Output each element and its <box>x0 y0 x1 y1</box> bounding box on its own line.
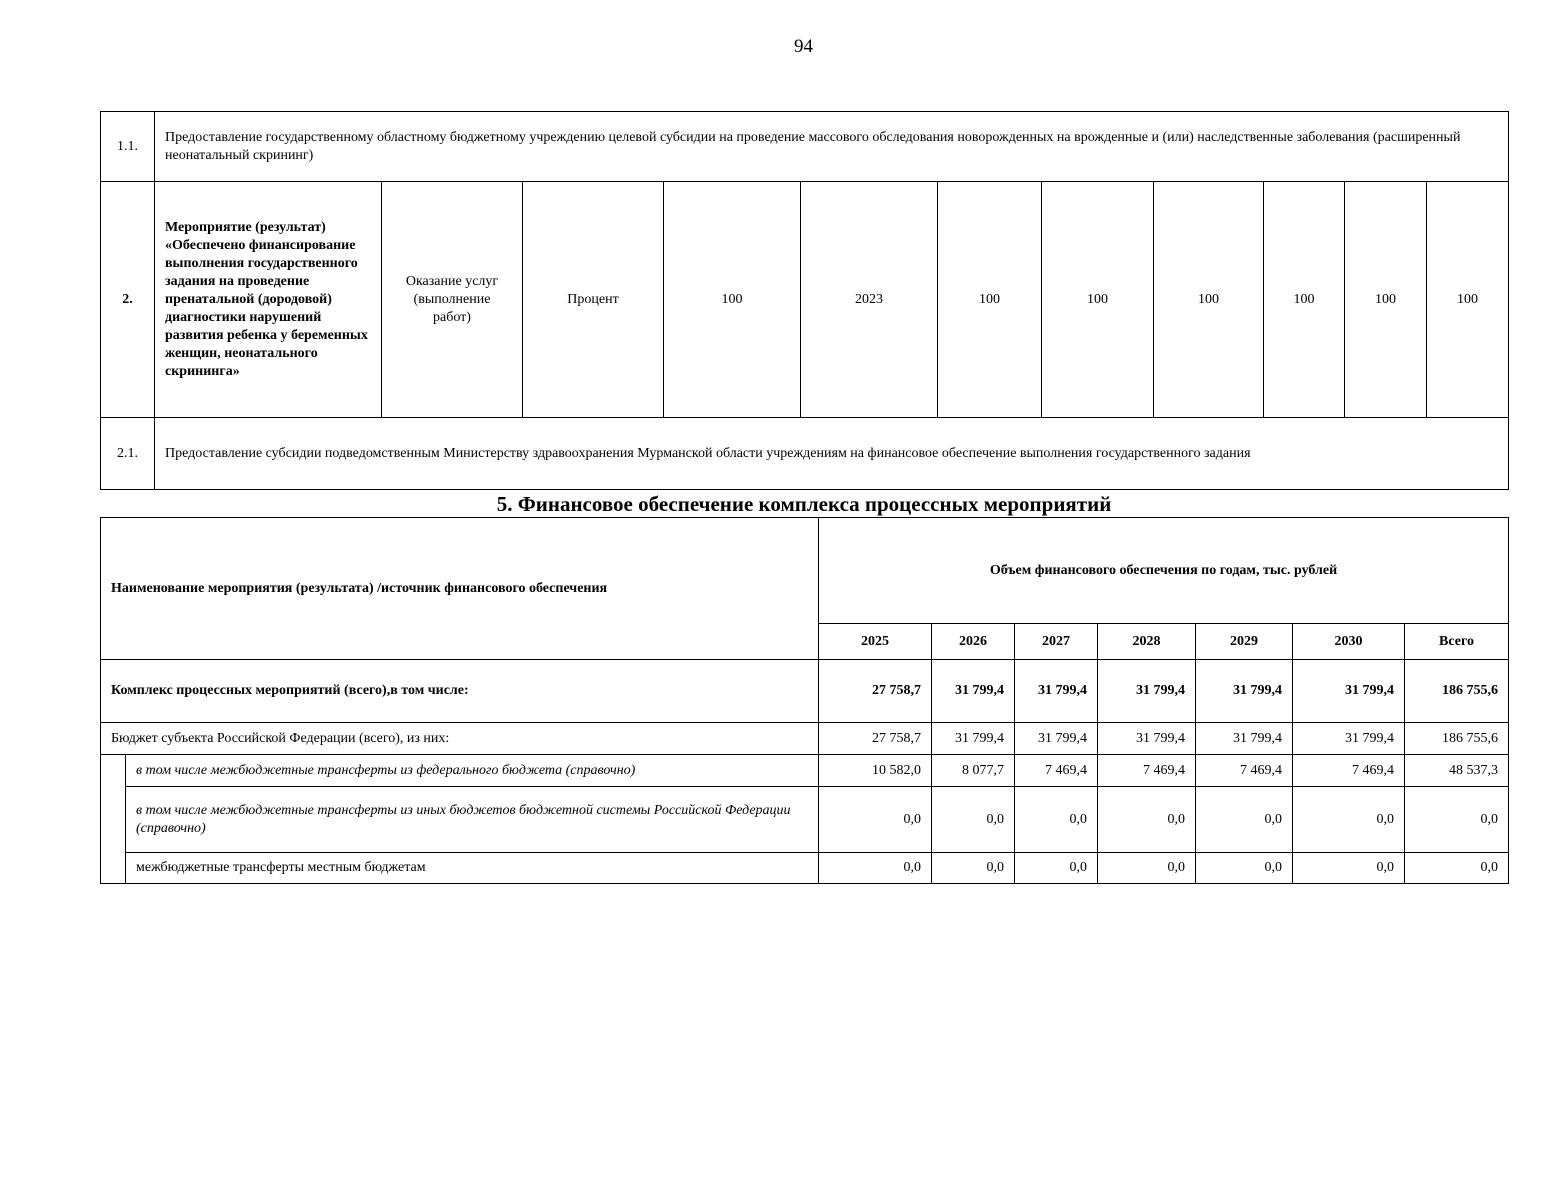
table-row <box>101 723 1509 755</box>
page-number: 94 <box>794 36 813 57</box>
year-header: 2025 <box>819 624 932 660</box>
base-year: 2023 <box>801 182 938 418</box>
value-cell: 0,0 <box>819 787 932 853</box>
value-cell: 8 077,7 <box>932 755 1015 787</box>
measure-type: Оказание услуг (выполнение работ) <box>382 182 523 418</box>
value-cell: 0,0 <box>1196 787 1293 853</box>
total-cell: 48 537,3 <box>1405 755 1509 787</box>
name-column-header: Наименование мероприятия (результата) /источник финансового обеспечения <box>101 518 819 660</box>
value-cell: 31 799,4 <box>1293 660 1405 723</box>
table-row <box>101 787 1509 853</box>
value-cell: 7 469,4 <box>1293 755 1405 787</box>
value-cell: 0,0 <box>1293 853 1405 884</box>
total-header: Всего <box>1405 624 1509 660</box>
value-cell: 100 <box>1345 182 1427 418</box>
value-cell: 0,0 <box>1015 787 1098 853</box>
indicators-table <box>100 111 1509 490</box>
value-cell: 31 799,4 <box>1196 660 1293 723</box>
unit: Процент <box>523 182 664 418</box>
value-cell: 0,0 <box>1293 787 1405 853</box>
row-label: Комплекс процессных мероприятий (всего),в том числе: <box>101 660 819 723</box>
value-cell: 0,0 <box>932 787 1015 853</box>
row-label: в том числе межбюджетные трансферты из федерального бюджета (справочно) <box>126 755 819 787</box>
section-title: 5. Финансовое обеспечение комплекса процессных мероприятий <box>496 492 1112 516</box>
total-cell: 0,0 <box>1405 787 1509 853</box>
value-cell: 31 799,4 <box>1015 660 1098 723</box>
task-description: Предоставление государственному областному бюджетному учреждению целевой субсидии на проведение массового обследования новорожденных на врожденные и (или) наследственные заболевания (расширенный неонатальный скрининг) <box>155 112 1509 182</box>
value-cell: 31 799,4 <box>1293 723 1405 755</box>
value-cell: 0,0 <box>819 853 932 884</box>
value-cell: 0,0 <box>1015 853 1098 884</box>
value-cell: 0,0 <box>1098 787 1196 853</box>
table-row <box>101 182 1509 418</box>
value-cell: 31 799,4 <box>932 723 1015 755</box>
value-cell: 7 469,4 <box>1098 755 1196 787</box>
value-cell: 100 <box>1042 182 1154 418</box>
finance-table <box>100 517 1509 884</box>
value-cell: 27 758,7 <box>819 723 932 755</box>
year-header: 2028 <box>1098 624 1196 660</box>
indent-cell <box>101 755 126 884</box>
value-cell: 31 799,4 <box>1098 723 1196 755</box>
task-description: Предоставление субсидии подведомственным Министерству здравоохранения Мурманской области учреждениям на финансовое обеспечение выполнения государственного задания <box>155 418 1509 490</box>
value-cell: 31 799,4 <box>1015 723 1098 755</box>
table-row <box>101 112 1509 182</box>
total-cell: 186 755,6 <box>1405 723 1509 755</box>
value-cell: 0,0 <box>932 853 1015 884</box>
base-value: 100 <box>664 182 801 418</box>
total-cell: 0,0 <box>1405 853 1509 884</box>
table-row <box>101 853 1509 884</box>
table-row <box>101 418 1509 490</box>
year-header: 2030 <box>1293 624 1405 660</box>
row-label: Бюджет субъекта Российской Федерации (всего), из них: <box>101 723 819 755</box>
value-cell: 27 758,7 <box>819 660 932 723</box>
table-row <box>101 755 1509 787</box>
row-label: межбюджетные трансферты местным бюджетам <box>126 853 819 884</box>
year-header: 2029 <box>1196 624 1293 660</box>
value-cell: 100 <box>938 182 1042 418</box>
row-number: 2.1. <box>101 418 155 490</box>
row-number: 1.1. <box>101 112 155 182</box>
value-cell: 100 <box>1427 182 1509 418</box>
year-header: 2027 <box>1015 624 1098 660</box>
table-row <box>101 660 1509 723</box>
value-cell: 0,0 <box>1196 853 1293 884</box>
value-cell: 7 469,4 <box>1015 755 1098 787</box>
row-label: в том числе межбюджетные трансферты из иных бюджетов бюджетной системы Российской Федерации (справочно) <box>126 787 819 853</box>
value-cell: 31 799,4 <box>1196 723 1293 755</box>
volume-column-header: Объем финансового обеспечения по годам, тыс. рублей <box>819 518 1509 624</box>
value-cell: 31 799,4 <box>1098 660 1196 723</box>
total-cell: 186 755,6 <box>1405 660 1509 723</box>
value-cell: 0,0 <box>1098 853 1196 884</box>
value-cell: 7 469,4 <box>1196 755 1293 787</box>
year-header: 2026 <box>932 624 1015 660</box>
row-number: 2. <box>101 182 155 418</box>
value-cell: 100 <box>1154 182 1264 418</box>
value-cell: 100 <box>1264 182 1345 418</box>
measure-name: Мероприятие (результат) «Обеспечено финансирование выполнения государственного задания на проведение пренатальной (дородовой) диагностики нарушений развития ребенка у беременных женщин, неонатального скрининга» <box>155 182 382 418</box>
table-header-row <box>101 518 1509 624</box>
value-cell: 10 582,0 <box>819 755 932 787</box>
value-cell: 31 799,4 <box>932 660 1015 723</box>
